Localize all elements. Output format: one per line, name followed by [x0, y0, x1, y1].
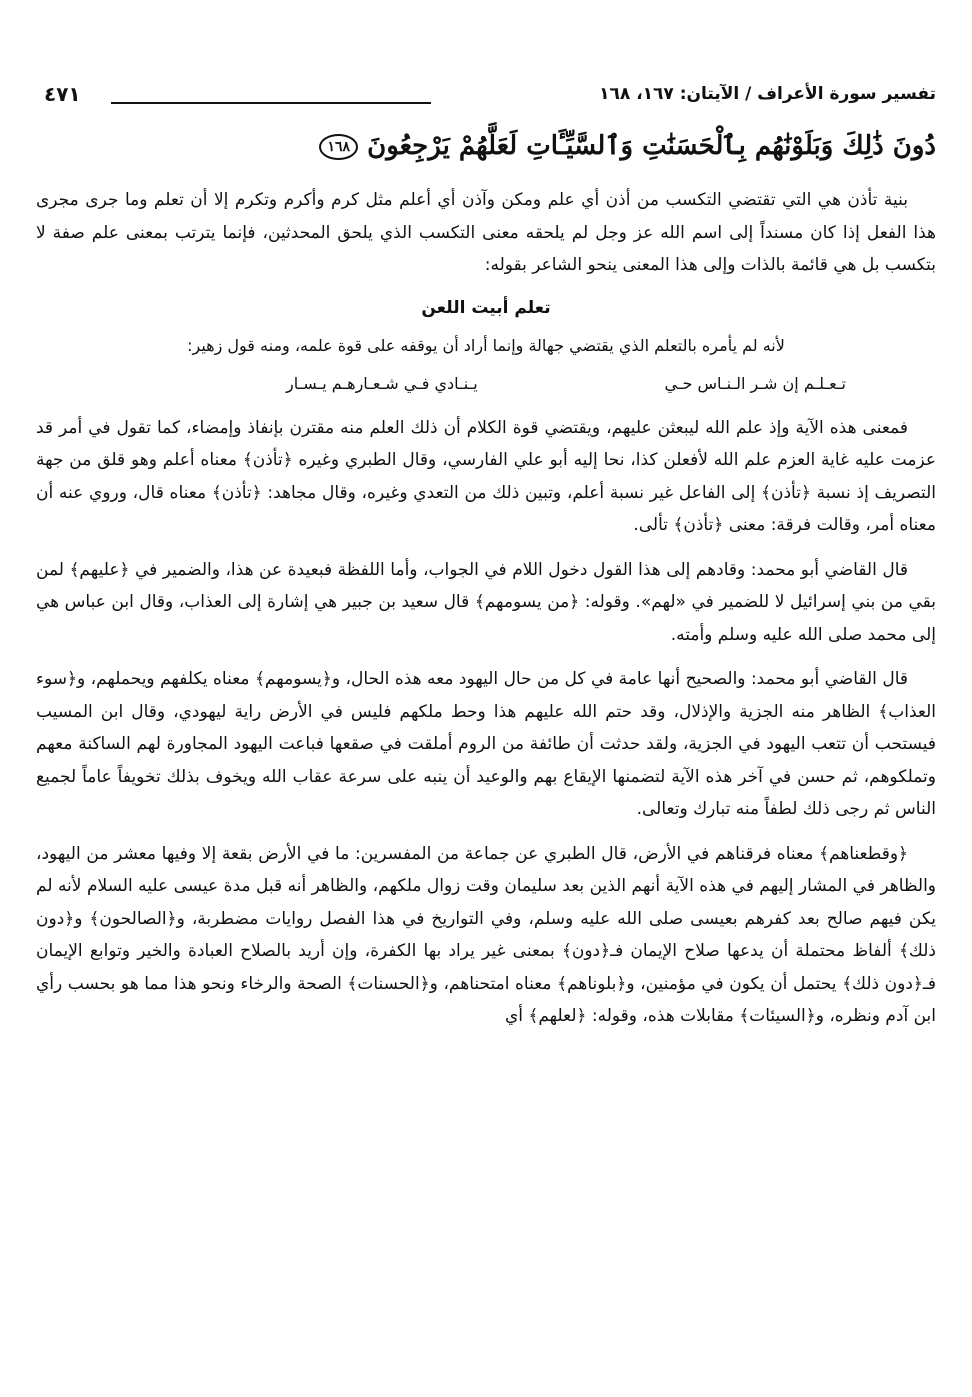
poetry-second-hemistich: يـنـادي فـي شـعـارهـم يـسـار	[286, 373, 478, 393]
paragraph-4: قال القاضي أبو محمد: والصحيح أنها عامة في كل من حال اليهود معه هذه الحال، و﴿يسومهم﴾ معناه يكلفهم ويحملهم، و﴿سوء العذاب﴾ الظاهر منه الجزية والإذلال، وقد حتم الله عليهم هذا وحط ملكهم فليس في الأرض راية ليهودي، وقال ابن المسيب فيستحب أن تتعب اليهود في الجزية، ولقد حدثت أن طائفة من الروم أملقت في صقعها فباعت اليهود المجاورة لهم الساكنة معهم وتملكوهم، ثم حسن في آخر هذه الآية لتضمنها الإيقاع بهم والوعيد أن ينبه على سرعة عقاب الله ويخوف بذلك تخويفاً عاماً لجميع الناس ثم رجى ذلك لطفاً منه تبارك وتعالى.	[36, 669, 936, 819]
verse-number-marker: ١٦٨	[319, 134, 358, 160]
quran-verse	[36, 124, 936, 168]
paragraph-5: ﴿وقطعناهم﴾ معناه فرقناهم في الأرض، قال الطبري عن جماعة من المفسرين: ما في الأرض بقعة إلا وفيها معشر من اليهود، والظاهر في المشار إليهم في هذه الآية أنهم الذين بعد سليمان وقت زوال ملكهم، والظاهر أنه قبل مدة عيسى عليه السلام لأنه لم يكن فيهم صالح بعد كفرهم بعيسى صلى الله عليه وسلم، وفي التواريخ في هذا الفصل روايات مضطربة، و﴿الصالحون﴾ و﴿دون ذلك﴾ ألفاظ محتملة أن يدعها صلاح الإيمان فـ﴿دون﴾ بمعنى غير يراد بها الكفرة، وإن أريد بالصلاح العبادة والخير وتوابع الإيمان فـ﴿دون ذلك﴾ يحتمل أن يكون في مؤمنين، و﴿بلوناهم﴾ معناه امتحناهم، و﴿الحسنات﴾ الصحة والرخاء ونحو هذا مما هو بحسب رأي ابن آدم ونظره، و﴿السيئات﴾ مقابلات هذه، وقوله: ﴿لعلهم﴾ أي	[36, 843, 936, 1026]
poetry-verse	[36, 368, 936, 408]
quote-explanation: لأنه لم يأمره بالتعلم الذي يقتضي جهالة وإنما أراد أن يوقفه على قوة علمه، ومنه قول زهير:	[187, 335, 785, 355]
paragraph-2: فمعنى هذه الآية وإذ علم الله ليبعثن عليهم، ويقتضي قوة الكلام أن ذلك العلم منه مقترن بإنفاذ وإمضاء، كما تقول في أمر قد عزمت عليه غاية العزم علم الله لأفعلن كذا، نحا إليه أبو علي الفارسي، وقال الطبري وغيره ﴿تأذن﴾ معناه أعلم وهو قلق من جهة التصريف إذ نسبة ﴿تأذن﴾ إلى الفاعل غير نسبة أعلم، وتبين ذلك من التعدي وغيره، وقال مجاهد: ﴿تأذن﴾ معناه قال، وروي عنه أن معناه أمر، وقالت فرقة: معنى ﴿تأذن﴾ تألى.	[36, 417, 936, 535]
poetry-first-hemistich: تـعـلـم إن شـر الـنـاس حـي	[664, 373, 846, 393]
page-number: ٤٧١	[44, 82, 81, 106]
verse-text: دُونَ ذَٰلِكَ وَبَلَوْنَٰهُم بِٱلْحَسَنَٰتِ وَٱلسَّيِّـَٔاتِ لَعَلَّهُمْ يَرْجِعُونَ	[367, 131, 936, 161]
running-title: تفسير سورة الأعراف / الآيتان: ١٦٧، ١٦٨	[599, 84, 936, 104]
quoted-phrase: تعلم أبيت اللعن	[421, 297, 551, 318]
paragraph-3: قال القاضي أبو محمد: وقادهم إلى هذا القول دخول اللام في الجواب، وأما اللفظة فبعيدة عن هذا، والضمير في ﴿عليهم﴾ لمن بقي من بني إسرائيل لا للضمير في «لهم». وقوله: ﴿من يسومهم﴾ قال سعيد بن جبير هي إشارة إلى العذاب، وقال ابن عباس هي إلى محمد صلى الله عليه وسلم وأمته.	[36, 559, 936, 645]
paragraph-1: بنية تأذن هي التي تقتضي التكسب من أذن أي علم ومكن وآذن أي أعلم مثل كرم وأكرم وتكرم إلا أن تعلم وما جرى مجرى هذا الفعل إذا كان مسنداً إلى اسم الله عز وجل لم يلحقه معنى التكسب الذي يلحق المحدثين، فإنما يترتب بمعنى علم صفة لا بتكسب بل هي قائمة بالذات وإلى هذا المعنى ينحو الشاعر بقوله:	[36, 190, 936, 275]
header-rule	[111, 102, 431, 104]
running-header	[36, 80, 936, 120]
